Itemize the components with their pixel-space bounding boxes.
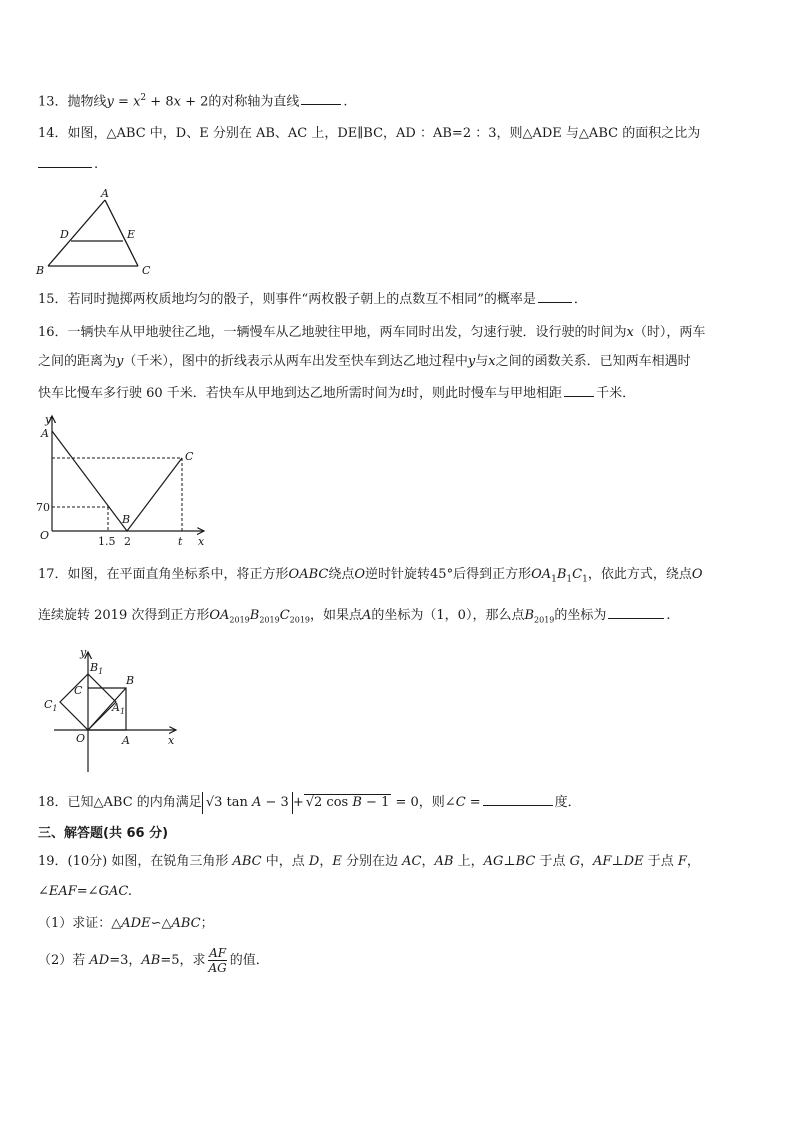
q17-text-b: 绕点	[328, 567, 355, 582]
q17-sub2019a: 2019	[229, 615, 250, 625]
q16-var-x: x	[626, 325, 634, 340]
q13-exponent: 2	[140, 93, 147, 103]
q18-mid: ，则∠	[418, 795, 456, 810]
q19-d: D	[308, 854, 320, 869]
q19-ag: AG	[483, 854, 504, 869]
q19-p2-b: =3，	[109, 953, 142, 968]
q19-similar: ∽△	[150, 916, 172, 931]
q18-b: B	[352, 795, 362, 810]
question-16-line3	[38, 384, 635, 404]
q19-t5: ，	[421, 854, 435, 869]
question-14-answer	[38, 155, 98, 175]
q14-end: .	[94, 157, 99, 172]
q18-a: A	[252, 795, 262, 810]
q19-ad: AD	[89, 953, 110, 968]
q13-end: .	[343, 94, 348, 110]
q16-var-y: y	[116, 354, 124, 369]
question-16-line2	[38, 352, 691, 372]
q13-term2: + 2	[180, 94, 209, 110]
label-o: O	[76, 732, 86, 745]
q19-abc: ABC	[232, 854, 262, 869]
label-o: O	[40, 529, 50, 542]
q19-p1-end: ；	[200, 916, 214, 931]
q18-plus: +	[292, 795, 304, 810]
q14-text: 14．如图，△ABC 中，D、E 分别在 AB、AC 上，DE∥BC，AD ：AB=2 ：3，则△ADE 与△ABC 的面积之比为	[38, 126, 701, 141]
question-19-line2: ∠EAF=∠GAC.	[38, 884, 132, 899]
q19-t6: 上，	[453, 854, 484, 869]
q17-c: C	[572, 567, 583, 582]
q19-de: DE	[623, 854, 644, 869]
q17-text: 17．如图，在平面直角坐标系中，将正方形	[38, 567, 289, 582]
q17-oa2019: OA	[209, 608, 230, 623]
answer-blank[interactable]	[301, 92, 341, 105]
square-root	[304, 794, 392, 811]
question-15	[38, 290, 587, 310]
q19-t3: ，	[319, 854, 333, 869]
q17-end: .	[666, 608, 671, 623]
question-19-line1	[38, 852, 700, 872]
q13-term: + 8	[146, 94, 174, 110]
answer-blank[interactable]	[38, 155, 92, 168]
label-b: B	[122, 513, 131, 526]
q15-text: 15．若同时抛掷两枚质地均匀的骰子，则事件“两枚骰子朝上的点数互不相同”的概率是	[38, 292, 536, 307]
q16-text-i: 千米．	[596, 386, 636, 401]
q17-sub2019b: 2019	[259, 615, 280, 625]
question-14	[38, 124, 700, 144]
q19-t10: ，	[686, 854, 700, 869]
q19-ab2: AB	[141, 953, 161, 968]
q16-text-c: 之间的距离为	[38, 354, 117, 369]
q17-sub1: 1	[551, 574, 557, 585]
q18-eq0: = 0	[391, 795, 419, 810]
axis-label-y: y	[45, 413, 52, 426]
answer-blank[interactable]	[608, 606, 664, 619]
q19-t9: 于点	[643, 854, 678, 869]
q18-text: 18．已知△ABC 的内角满足	[38, 795, 202, 810]
question-16-line1	[38, 323, 705, 343]
q17-text-f: ，如果点	[310, 608, 363, 623]
q16-var-t: t	[400, 386, 407, 401]
fraction	[208, 946, 228, 975]
q17-bb: B	[524, 608, 535, 623]
q19-perp2: ⊥	[611, 854, 624, 869]
label-b1: $B_1$	[90, 661, 104, 676]
label-a: A	[122, 734, 130, 747]
label-a1: $A_1$	[112, 701, 126, 716]
q19-bc: BC	[515, 854, 536, 869]
q13-text: 13．抛物线	[38, 94, 107, 110]
label-c1: $C_1$	[44, 698, 58, 713]
q19-t4: 分别在边	[341, 854, 403, 869]
question-17-line1	[38, 565, 703, 590]
axis-label-y: y	[80, 646, 87, 659]
absolute-value	[202, 792, 293, 814]
q17-oabc: OABC	[288, 567, 329, 582]
q19-f: F	[677, 854, 687, 869]
answer-blank[interactable]	[538, 290, 572, 303]
q17-sub2: 1	[566, 574, 573, 585]
q19-p1-text: （1）求证：△	[38, 916, 122, 931]
q17-text-e: 连续旋转 2019 次得到正方形	[38, 608, 210, 623]
tick-2: 2	[124, 535, 131, 548]
q18-end: 度．	[554, 795, 581, 810]
q17-sub3: 1	[582, 574, 588, 585]
q17-c2019: C	[279, 608, 290, 623]
section-heading: 三、解答题(共 66 分)	[38, 826, 169, 841]
q19-p2-c: =5，求	[160, 953, 206, 968]
q19-ab: AB	[434, 854, 454, 869]
distance-time-graph	[32, 410, 216, 550]
q19-ade: ADE	[121, 916, 151, 931]
axis-label-x: x	[168, 734, 175, 747]
q16-text-h: 时，则此时慢车与甲地相距	[406, 386, 563, 401]
fraction-numerator: AF	[209, 946, 227, 960]
q18-minus1: − 1	[361, 795, 390, 810]
q17-o: O	[354, 567, 366, 582]
q13-suffix: 的对称轴为直线	[208, 94, 300, 110]
question-13	[38, 88, 348, 112]
label-d: D	[60, 228, 69, 241]
q18-minus3: − 3	[261, 795, 289, 810]
q18-tan: √3 tan	[205, 795, 248, 810]
q18-eq: =	[465, 795, 481, 810]
question-19-part1	[38, 914, 214, 934]
q19-abc2: ABC	[171, 916, 201, 931]
label-b: B	[126, 674, 135, 687]
question-18	[38, 791, 581, 815]
label-c: C	[185, 450, 194, 463]
q17-a: A	[362, 608, 372, 623]
tick-t: t	[178, 535, 183, 548]
q17-b: B	[556, 567, 567, 582]
q16-text-f: 之间的函数关系．已知两车相遇时	[495, 354, 691, 369]
q17-sub2019d: 2019	[534, 615, 555, 625]
q17-b2019: B	[249, 608, 260, 623]
question-19-part2	[38, 944, 269, 978]
q16-var-y2: y	[467, 354, 476, 369]
q13-var-y: y	[106, 94, 114, 110]
axis-label-x: x	[198, 535, 205, 548]
q16-text: 16．一辆快车从甲地驶往乙地，一辆慢车从乙地驶往甲地，两车同时出发，匀速行驶．设行驶的时间为	[38, 325, 627, 340]
q13-eq: =	[113, 94, 134, 110]
q16-var-x2: x	[488, 354, 496, 369]
label-b: B	[36, 264, 45, 277]
q17-text-h: 的坐标为	[554, 608, 607, 623]
fraction-denominator: AG	[208, 961, 227, 975]
triangle-figure	[30, 186, 170, 280]
label-e: E	[127, 228, 136, 241]
label-c: C	[142, 264, 151, 277]
rotated-square-figure	[36, 644, 186, 776]
q13-var-x2: x	[173, 94, 181, 110]
question-17-line2	[38, 606, 671, 631]
q18-cos: √2 cos	[305, 795, 349, 810]
q17-oa: OA	[531, 567, 552, 582]
q16-text-e: 与	[475, 354, 489, 369]
answer-blank[interactable]	[564, 384, 594, 397]
q13-var-x: x	[133, 94, 141, 110]
q17-o2: O	[691, 567, 703, 582]
q19-p2-text: （2）若	[38, 953, 90, 968]
q15-end: ．	[573, 292, 587, 307]
q16-text-g: 快车比慢车多行驶 60 千米．若快车从甲地到达乙地所需时间为	[38, 386, 401, 401]
q18-c: C	[455, 795, 466, 810]
q17-text-d: ，依此方式，绕点	[587, 567, 692, 582]
tick-1-5: 1.5	[98, 535, 116, 548]
label-c: C	[74, 684, 83, 697]
label-a: A	[101, 187, 109, 200]
q16-text-b: （时），两车	[633, 325, 706, 340]
label-a: A	[41, 427, 49, 440]
q17-text-g: 的坐标为（1，0），那么点	[371, 608, 525, 623]
q19-t8: ，	[580, 854, 594, 869]
q19-t2: 中，点	[261, 854, 309, 869]
q19-perp: ⊥	[503, 854, 516, 869]
q19-text: 19．(10分) 如图，在锐角三角形	[38, 854, 233, 869]
q17-text-c: 逆时针旋转45°后得到正方形	[365, 567, 532, 582]
q16-text-d: （千米），图中的折线表示从两车出发至快车到达乙地过程中	[123, 354, 468, 369]
answer-blank[interactable]	[483, 793, 553, 806]
q19-p2-end: 的值．	[229, 953, 269, 968]
tick-70: 70	[36, 501, 50, 514]
q19-g: G	[569, 854, 580, 869]
q19-t7: 于点	[535, 854, 570, 869]
q19-af: AF	[593, 854, 612, 869]
q19-e: E	[332, 854, 342, 869]
q17-sub2019c: 2019	[289, 615, 310, 625]
q19-ac: AC	[402, 854, 422, 869]
